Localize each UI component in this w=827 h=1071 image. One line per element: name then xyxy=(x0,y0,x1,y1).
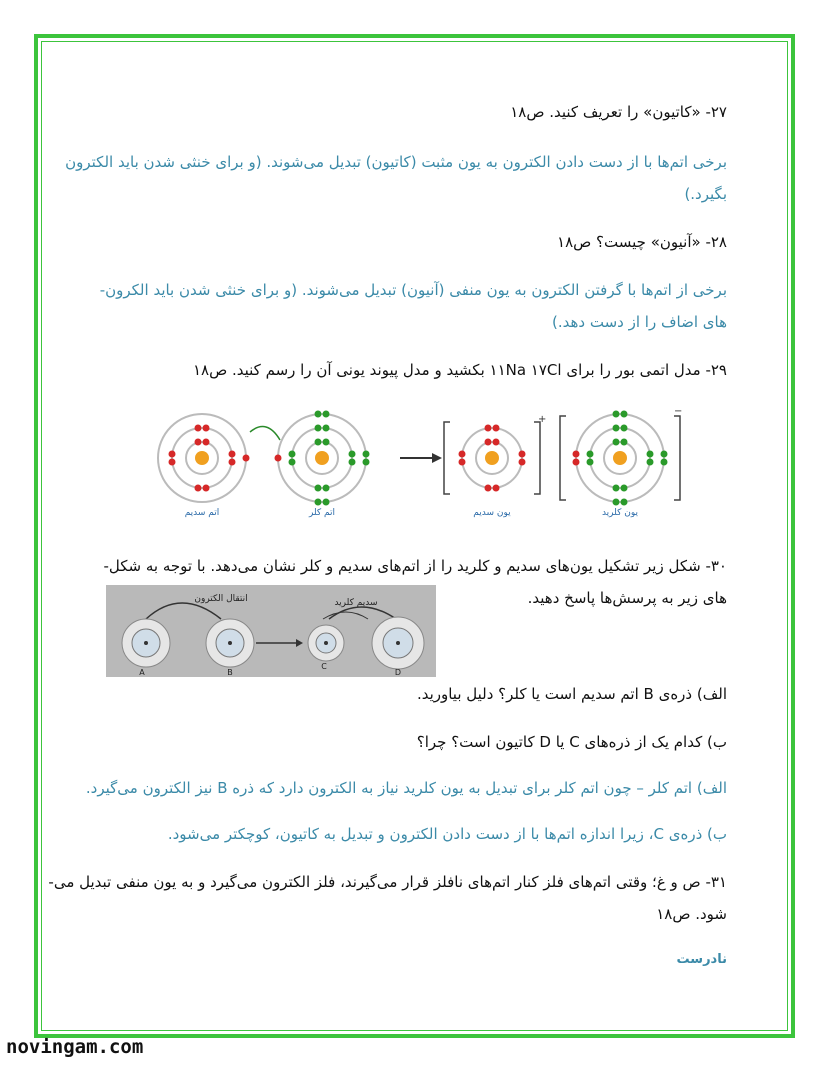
answer-28-line1: برخی از اتم‌ها با گرفتن الکترون به یون منفی (آنیون) تبدیل می‌شوند. (و برای خنثی شدن باید الکرون- xyxy=(99,281,727,299)
answer-31: نادرست xyxy=(676,952,727,967)
ion-formation-figure xyxy=(106,585,436,677)
label-sodium-chloride: سدیم کلرید xyxy=(334,598,378,608)
negative-charge: − xyxy=(674,410,683,417)
label-chlorine-atom: اتم کلر xyxy=(308,508,336,518)
particle-label-d: D xyxy=(394,668,402,677)
question-31-line2: شود. ص۱۸ xyxy=(656,905,727,923)
question-30-part-b: ب) کدام یک از ذره‌های C یا D کاتیون است؟ چرا؟ xyxy=(416,733,727,751)
answer-27-line1: برخی اتم‌ها با از دست دادن الکترون به یون مثبت (کاتیون) تبدیل می‌شوند. (و برای خنثی شدن باید الکترون xyxy=(65,153,727,171)
label-electron-transfer: انتقال الکترون xyxy=(194,594,248,604)
particle-label-a: A xyxy=(139,668,145,677)
bohr-model-figure xyxy=(142,410,689,522)
chloride-ion xyxy=(560,410,682,506)
question-30-part-a: الف) ذره‌ی B اتم سدیم است یا کلر؟ دلیل بیاورید. xyxy=(416,685,727,703)
particle-b xyxy=(206,619,254,667)
answer-27-line2: بگیرد.) xyxy=(684,185,727,203)
particle-d xyxy=(372,617,424,669)
label-sodium-ion: یون سدیم xyxy=(473,508,511,518)
particle-c xyxy=(308,625,344,661)
answer-30-part-a: الف) اتم کلر – چون اتم کلر برای تبدیل به یون کلرید نیاز به الکترون دارد که ذره B نیز الکترون می‌گیرد. xyxy=(85,779,727,797)
question-27: ۲۷- «کاتیون» را تعریف کنید. ص۱۸ xyxy=(510,103,727,121)
answer-30-part-b: ب) ذره‌ی C، زیرا اندازه اتم‌ها با از دست دادن الکترون و تبدیل به کاتیون، کوچکتر می‌شود. xyxy=(167,825,727,843)
particle-a xyxy=(122,619,170,667)
sodium-ion xyxy=(444,414,546,494)
sodium-atom xyxy=(158,414,250,502)
reaction-arrow xyxy=(400,453,442,463)
question-29: ۲۹- مدل اتمی بور را برای ۱۱Na ۱۷Cl بکشید و مدل پیوند یونی آن را رسم کنید. ص۱۸ xyxy=(192,361,727,379)
label-sodium-atom: اتم سدیم xyxy=(184,508,220,518)
question-28: ۲۸- «آنیون» چیست؟ ص۱۸ xyxy=(557,233,727,251)
question-30-line2: های زیر به پرسش‌ها پاسخ دهید. xyxy=(527,589,727,607)
question-31-line1: ۳۱- ص و غ؛ وقتی اتم‌های فلز کنار اتم‌های نافلز قرار می‌گیرند، فلز الکترون می‌گیرد و به یون منفی تبدیل می- xyxy=(48,873,727,891)
particle-label-b: B xyxy=(227,668,233,677)
question-30-line1: ۳۰- شکل زیر تشکیل یون‌های سدیم و کلرید را از اتم‌های سدیم و کلر نشان می‌دهد. با توجه به شکل- xyxy=(103,557,727,575)
particle-label-c: C xyxy=(321,662,327,671)
chlorine-atom xyxy=(275,411,370,506)
label-chloride-ion: یون کلرید xyxy=(601,508,639,518)
site-watermark: novingam.com xyxy=(6,1036,144,1058)
answer-28-line2: های اضاف را از دست دهد.) xyxy=(552,313,727,331)
positive-charge: + xyxy=(538,414,547,425)
